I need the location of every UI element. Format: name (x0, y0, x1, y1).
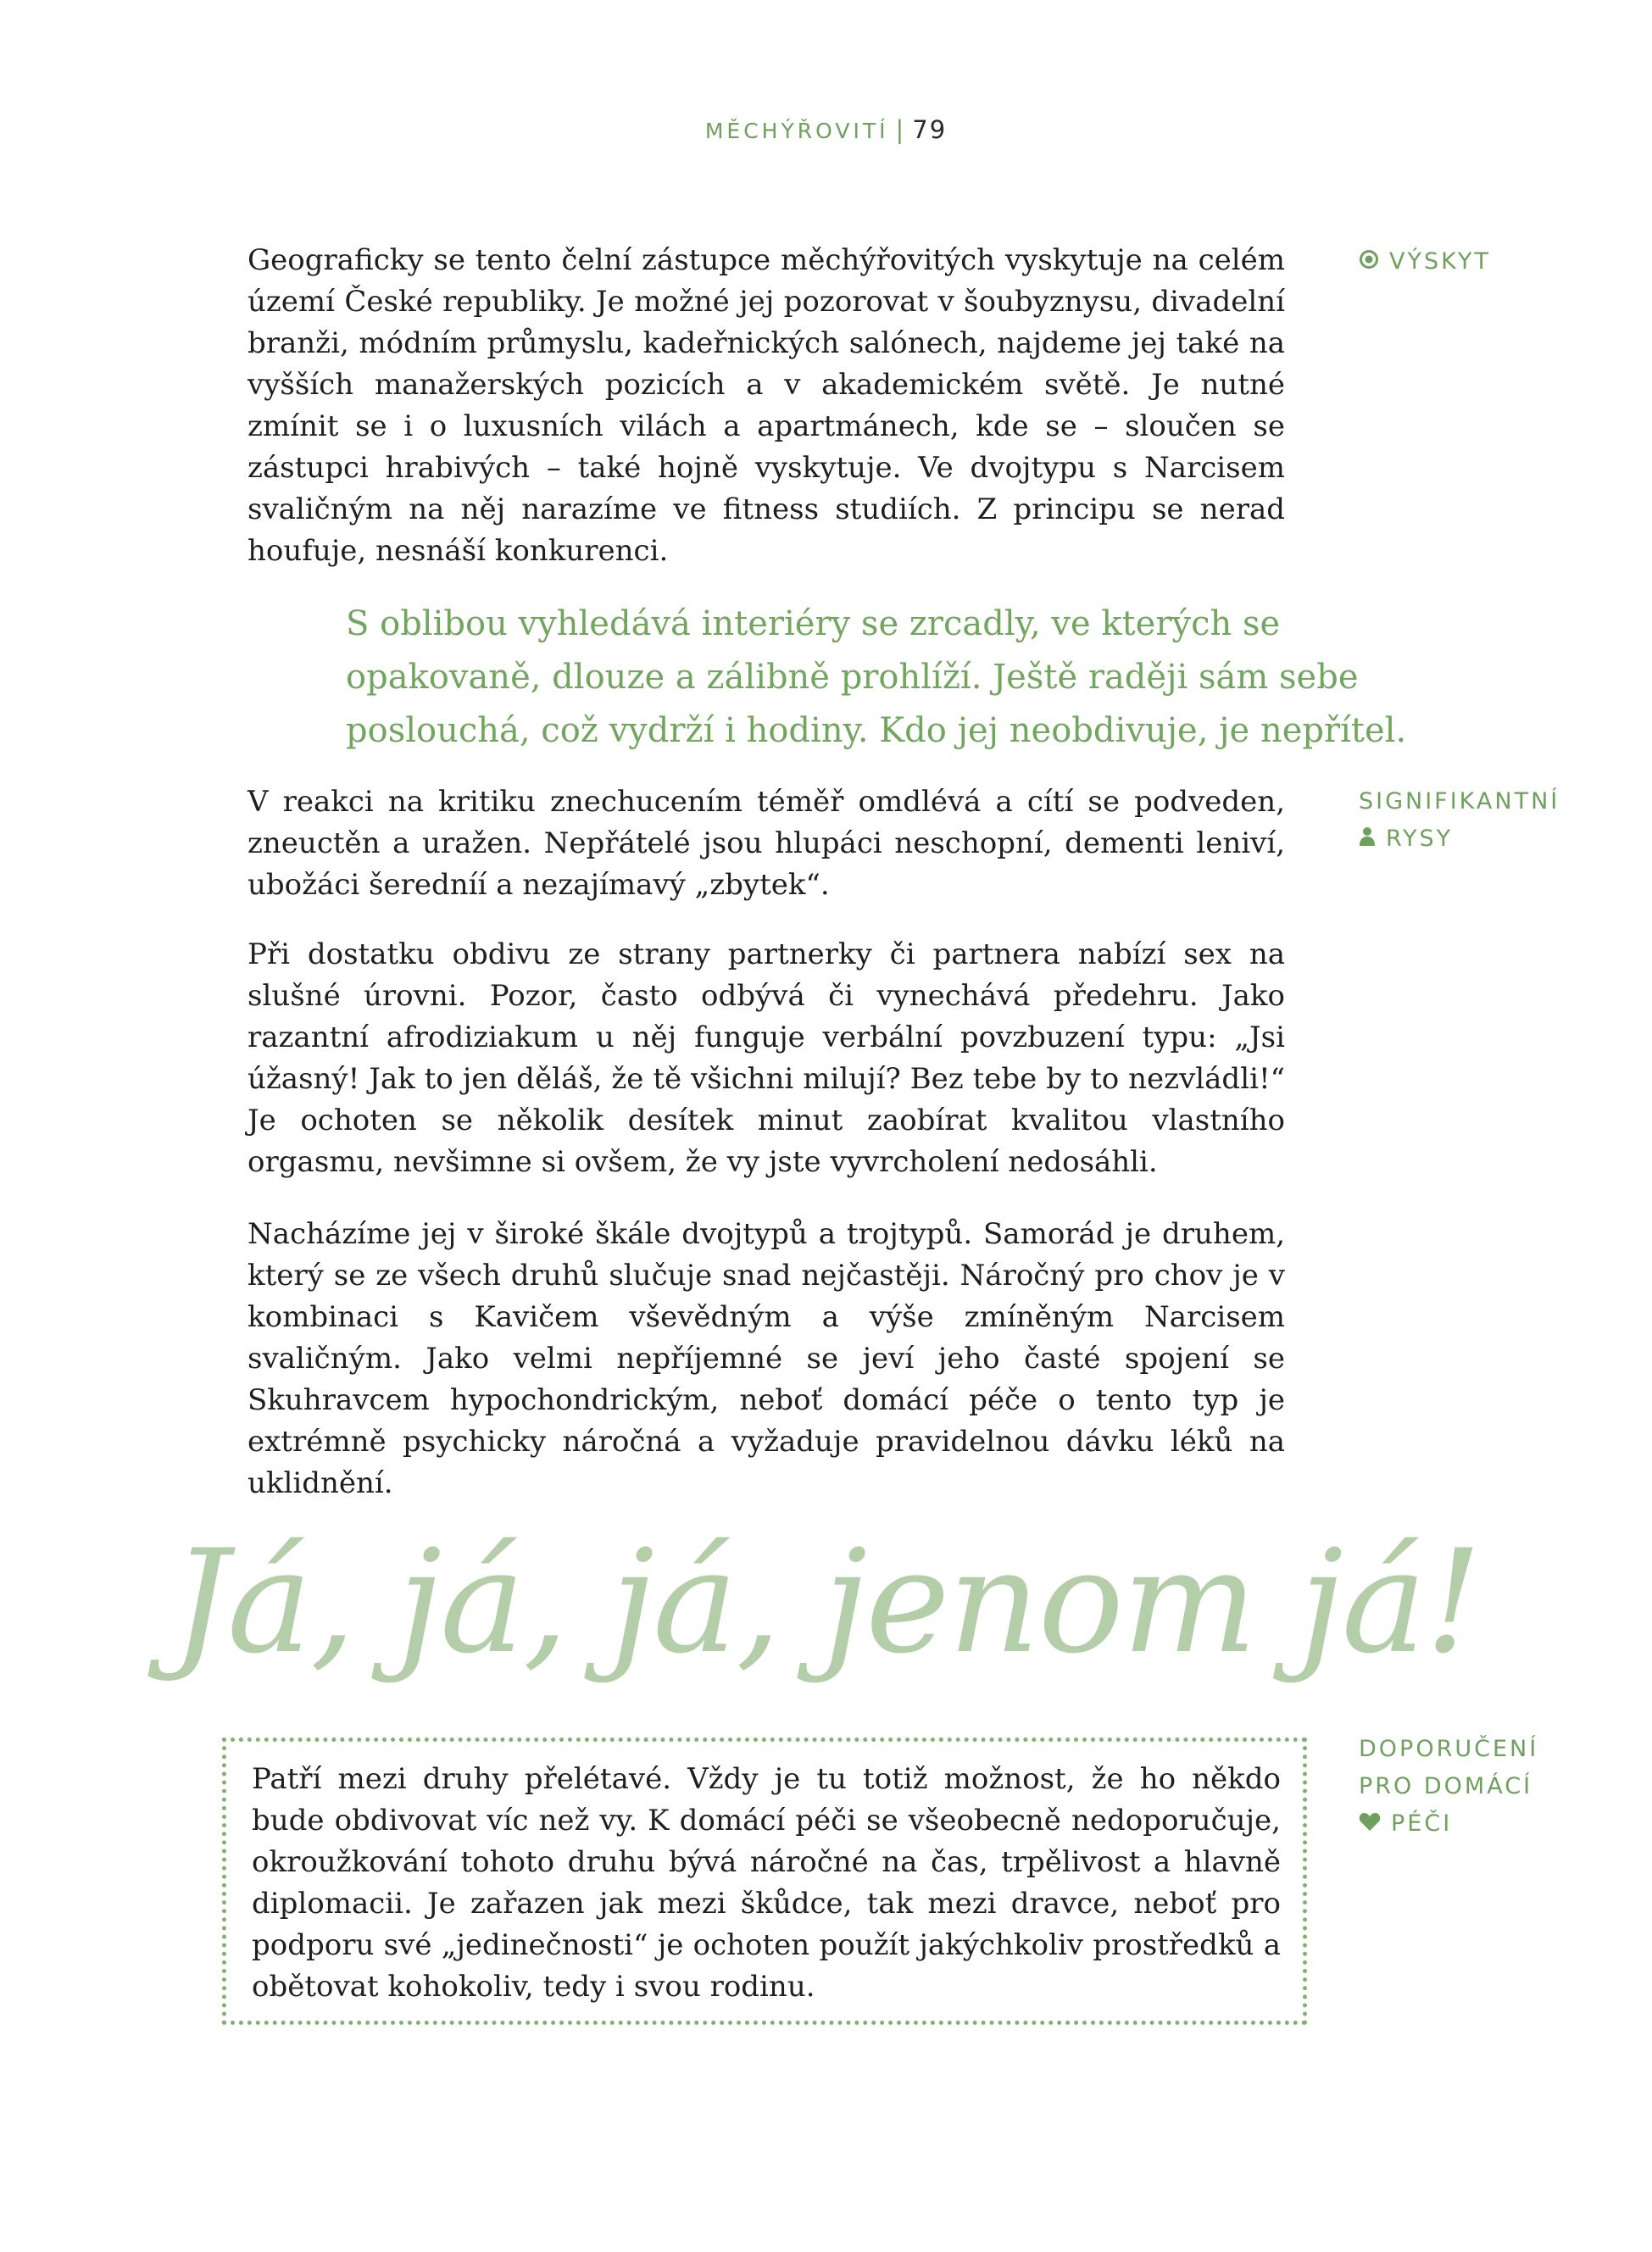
paragraph-rysy: V reakci na kritiku znechucením téměř omdlévá a cítí se podveden, zneuctěn a uražen. Nepřátelé jsou hlupáci neschopní, dementi leniví, ubožáci šeredníí a nezajímavý „zbytek“. (248, 785, 1285, 902)
care-box (222, 1738, 1307, 2025)
slogan-heading: Já, já, já, jenom já! (171, 1519, 1481, 1685)
target-icon (1359, 244, 1379, 281)
header-separator: | (895, 115, 906, 144)
page-header (0, 115, 1652, 144)
sidebar-pece-line2: PRO DOMÁCÍ (1359, 1773, 1533, 1799)
page-number: 79 (912, 115, 948, 144)
sidebar-rysy-line2: RYSY (1386, 826, 1454, 852)
paragraph-dvojtypy: Nacházíme jej v široké škále dvojtypů a trojtypů. Samorád je druhem, který se ze všech druhů slučuje snad nejčastěji. Náročný pro chov je v kombinaci s Kavičem vševědným a výše zmíněným Narcisem svaličným. Jako velmi nepříjemné se jeví jeho časté spojení se Skuhravcem hypochondrickým, neboť domácí péče o tento typ je extrémně psychicky náročná a vyžaduje pravidelnou dávku léků na uklidnění. (248, 1217, 1285, 1500)
sidebar-vyskyt (1359, 243, 1613, 281)
sidebar-rysy-line1: SIGNIFIKANTNÍ (1359, 788, 1560, 815)
care-box-text: Patří mezi druhy přelétavé. Vždy je tu totiž možnost, že ho někdo bude obdivovat víc než vy. K domácí péči se všeobecně nedoporučuje, okroužkování tohoto druhu bývá náročné na čas, trpělivost a hlavně diplomacii. Je zařazen jak mezi škůdce, tak mezi dravce, neboť pro podporu své „jedinečnosti“ je ochoten použít jakýchkoliv prostředků a obětovat kohokoliv, tedy i svou rodinu. (252, 1762, 1281, 2004)
paragraph-sex: Při dostatku obdivu ze strany partnerky či partnera nabízí sex na slušné úrovni. Pozor, často odbývá či vynechává předehru. Jako razantní afrodiziakum u něj funguje verbální povzbuzení typu: „Jsi úžasný! Jak to jen děláš, že tě všichni milují? Bez tebe by to nezvládli!“ Je ochoten se několik desítek minut zaobírat kvalitou vlastního orgasmu, nevšimne si ovšem, že vy jste vyvrcholení nedosáhli. (248, 937, 1285, 1179)
heart-icon (1359, 1806, 1381, 1843)
sidebar-vyskyt-label: VÝSKYT (1389, 248, 1491, 275)
person-icon (1359, 821, 1376, 859)
pull-quote: S oblibou vyhledává interiéry se zrcadly, ve kterých se opakovaně, dlouze a zálibně prohlíží. Ještě raději sám sebe poslouchá, což vydrží i hodiny. Kdo jej neobdivuje, je nepřítel. (346, 604, 1407, 750)
section-title: MĚCHÝŘOVITÍ (704, 119, 889, 143)
paragraph-vyskyt: Geograficky se tento čelní zástupce měchýřovitých vyskytuje na celém území České republiky. Je možné jej pozorovat v šoubyznysu, divadelní branži, módním průmyslu, kadeřnických salónech, najdeme jej také na vyšších manažerských pozicích a v akademickém světě. Je nutné zmínit se i o luxusních vilách a apartmánech, kde se – sloučen se zástupci hrabivých – také hojně vyskytuje. Ve dvojtypu s Narcisem svaličným na něj narazíme ve fitness studiích. Z principu se nerad houfuje, nesnáší konkurenci. (248, 243, 1285, 568)
sidebar-pece-line3: PÉČI (1391, 1810, 1453, 1837)
sidebar-pece-line1: DOPORUČENÍ (1359, 1736, 1539, 1762)
sidebar-rysy (1359, 783, 1613, 859)
sidebar-pece (1359, 1731, 1613, 1843)
